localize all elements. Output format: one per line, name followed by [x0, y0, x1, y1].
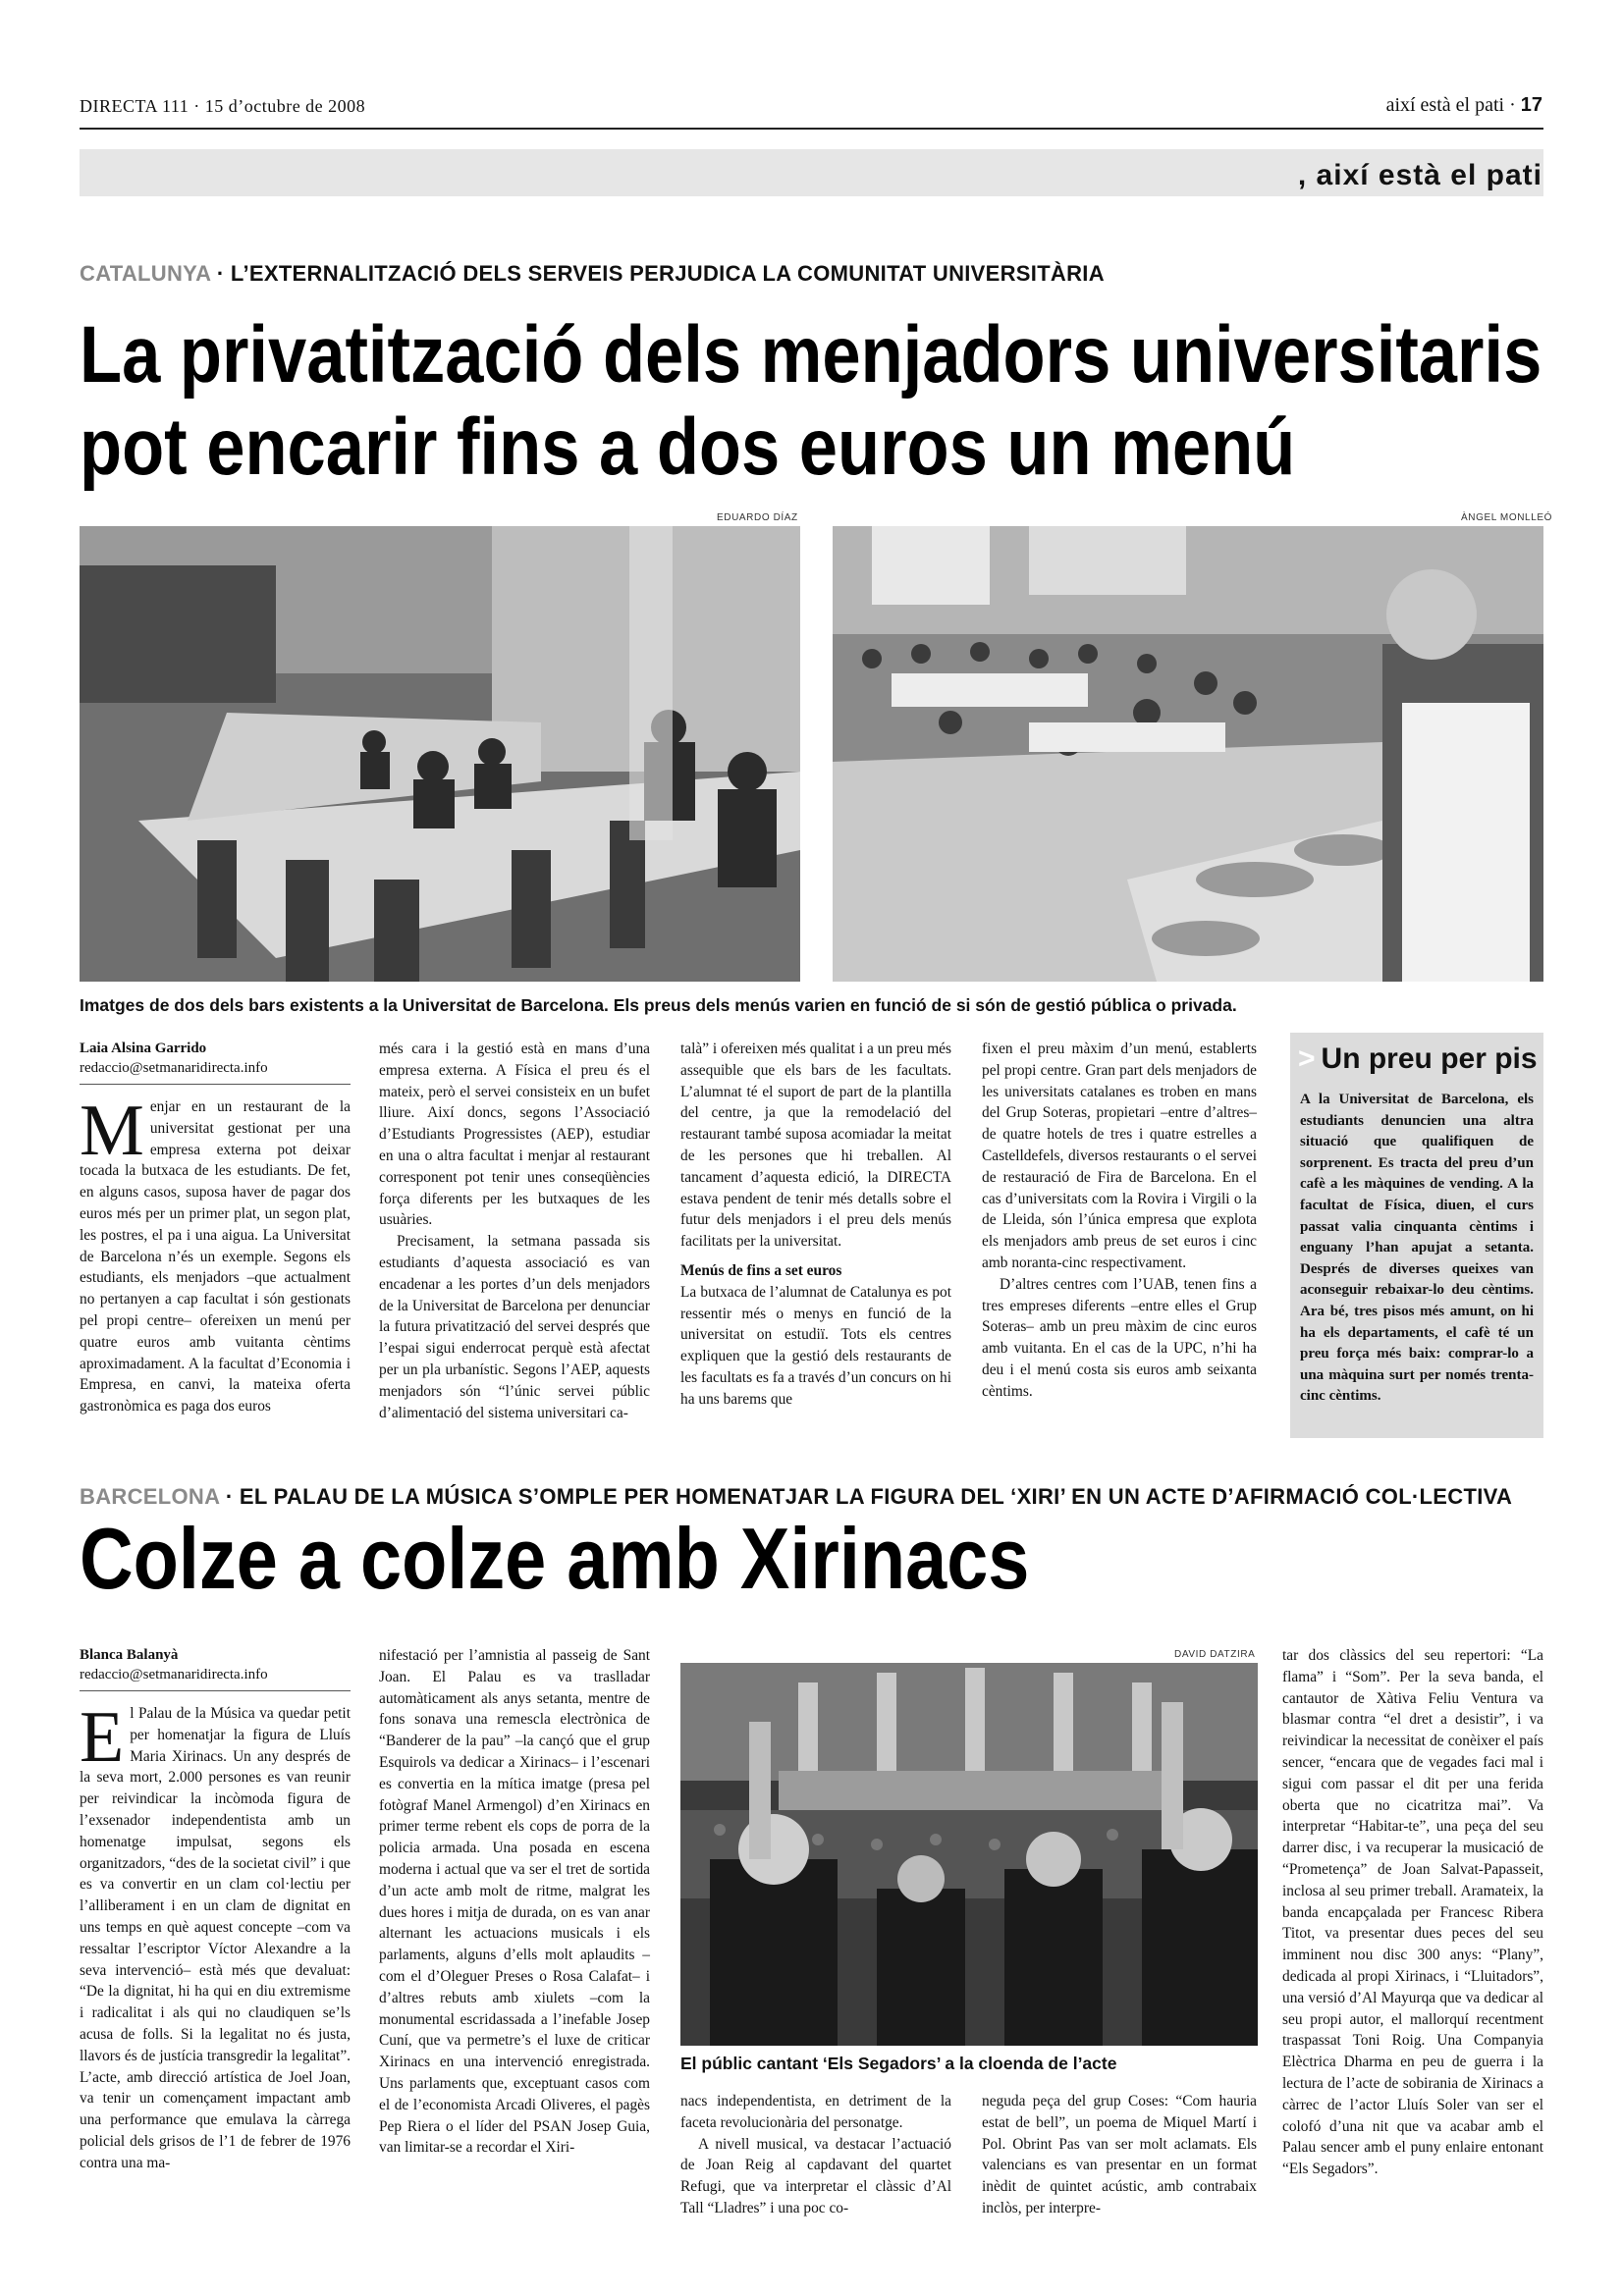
article1-col2-paragraph-2: Precisament, la setmana passada sis estudiants d’aquesta associació es van encadenar a les portes d’un dels menjadors de la Universitat de Barcelona per denunciar la futura privatització del servei després que l’espai sigui enderrocat perquè està afectat per un pla urbanístic. Segons l’AEP, aquests menjadors són “l’únic servei públic d’alimentació del sistema universitari ca-: [379, 1233, 650, 1421]
photo-buffet-service: [833, 526, 1543, 982]
article1-col3-paragraph-2: La butxaca de l’alumnat de Catalunya es pot ressentir més o menys en funció de la universitat on estudiï. Tots els centres expliquen que la gestió dels restaurants de les facultats es fa a través d’un concurs on hi ha uns barems que: [680, 1283, 951, 1408]
page-number: 17: [1520, 94, 1542, 116]
photo1-credit: EDUARDO DÍAZ: [717, 512, 798, 523]
sidebar-box-title-text: Un preu per pis: [1321, 1042, 1538, 1075]
article2-author: Blanca Balanyà: [80, 1647, 179, 1663]
article1-headline: [80, 309, 1542, 494]
section-title: , així està el pati: [1297, 159, 1542, 191]
article2-kicker-text: · EL PALAU DE LA MÚSICA S’OMPLE PER HOMENATJAR LA FIGURA DEL ‘XIRI’ EN UN ACTE D’AFIRMACIÓ COL·LECTIVA: [219, 1484, 1513, 1509]
article1-email[interactable]: redaccio@setmanaridirecta.info: [80, 1060, 268, 1076]
arrow-icon: >: [1298, 1042, 1316, 1075]
article1-col2-paragraph-1: més cara i la gestió està en mans d’una empresa externa. A Física el preu és el mateix, però el servei consisteix en un bufet lliure. Així doncs, segons l’Associació d’Estudiants Progressistes (AEP), estudiar en una o altra facultat i menjar al restaurant corresponent pot tenir unes conseqüències força diferents per les butxaques de les usuàries.: [379, 1041, 650, 1229]
article2-drop-cap: E: [80, 1697, 125, 1778]
article2-kicker: [80, 1484, 1512, 1510]
article2-caption: El públic cantant ‘Els Segadors’ a la cloenda de l’acte: [680, 2054, 1117, 2073]
photo2-credit: ÀNGEL MONLLEÓ: [1461, 512, 1553, 523]
photo-palau-musica-crowd: [680, 1663, 1258, 2046]
article2-column-3: [680, 2091, 951, 2219]
photo-cafeteria-students: [80, 526, 800, 982]
section-name: així està el pati: [1385, 94, 1505, 116]
article1-byline: [80, 1039, 351, 1078]
article1-caption: Imatges de dos dels bars existents a la Universitat de Barcelona. Els preus dels menús varien en funció de si són de gestió pública o privada.: [80, 995, 1237, 1015]
article1-kicker-text: · L’EXTERNALITZACIÓ DELS SERVEIS PERJUDICA LA COMUNITAT UNIVERSITÀRIA: [210, 261, 1105, 286]
issue-date: DIRECTA 111 · 15 d’octubre de 2008: [80, 96, 366, 116]
article1-headline-line2: pot encarir fins a dos euros un menú: [80, 402, 1296, 492]
article1-byline-rule: [80, 1084, 351, 1085]
article1-headline-line1: La privatització dels menjadors universitaris: [80, 310, 1542, 400]
article2-byline-rule: [80, 1690, 351, 1691]
article2-column-5: [1282, 1645, 1543, 2180]
article2-byline: [80, 1645, 351, 1684]
article1-column-2: [379, 1039, 650, 1423]
article2-col3-paragraph-2: A nivell musical, va destacar l’actuació de Joan Reig al capdavant del quartet Refugi, que va interpretar el clàssic d’Al Tall “Lladres” i una poc co-: [680, 2135, 951, 2216]
article2-col2-text: nifestació per l’amnistia al passeig de Sant Joan. El Palau es va traslladar automàticament als anys setanta, mentre de fons sonava una remescla electrònica de “Banderer de la pau” –la cançó que el grup Esquirols va dedicar a Xirinacs– i l’escenari es convertia en la mítica imatge (presa pel fotògraf Manel Armengol) d’en Xirinacs en primer terme rebent els cops de porra de la policia armada. Una posada en escena moderna i actual que va ser el tret de sortida d’un acte amb molt de ritme, malgrat les dues hores i mitja de durada, on es van anar alternant les actuacions musicals i els parlaments, alguns d’ells molt aplaudits –com el d’Oleguer Preses o Rosa Calafat– i d’altres rebuts amb xiulets –com la monumental escridassada a l’inefable Josep Cuní, que va permetre’s el luxe de criticar Xirinacs en una intervenció enregistrada. Uns parlaments que, exceptuant casos com el de l’economista Arcadi Oliveres, el pagès Pep Riera o el líder del PSAN Josep Guia, van limitar-se a recordar el Xiri-: [379, 1647, 650, 2157]
section-separator: ·: [1504, 94, 1521, 116]
article2-column-1: [80, 1645, 351, 2174]
sidebar-box: [1290, 1033, 1543, 1438]
section-page: [1386, 94, 1542, 117]
article1-subheading: Menús de fins a set euros: [680, 1261, 842, 1279]
article1-region: CATALUNYA: [80, 261, 211, 286]
article1-col1-text: enjar en un restaurant de la universitat gestionat per una empresa externa pot deixar tocada la butxaca de les estudiants. De fet, en alguns casos, suposa haver de pagar dos euros més per un primer plat, un segon plat, les postres, el pa i una aigua. La Universitat de Barcelona n’és un exemple. Segons els estudiants, els menjadors –que actualment no pertanyen a cap facultat i són gestionats pel propi centre– ofereixen un menú per quatre euros amb vuitanta cèntims aproximadament. A la facultat d’Economia i Empresa, en canvi, la mateixa oferta gastronòmica es paga dos euros: [80, 1098, 351, 1415]
article1-col4-paragraph-1: fixen el preu màxim d’un menú, establerts pel propi centre. Gran part dels menjadors de les universitats catalanes es troben en mans del Grup Soteras, propietari –entre d’altres– de quatre hotels de tres i quatre estrelles a Castelldefels, diversos restaurants o el servei de restauració de Fira de Barcelona. En el cas d’universitats com la Rovira i Virgili o la de Lleida, són l’única empresa que explota els menjadors amb preus de set euros i cinc amb noranta-cinc respectivament.: [982, 1041, 1257, 1271]
photo3-credit: DAVID DATZIRA: [1174, 1649, 1256, 1660]
article2-col4-text: neguda peça del grup Coses: “Com hauria estat de bell”, un poema de Miquel Martí i Pol. Obrint Pas van ser molt aclamats. Els valencians es van presentar en un format inèdit de quintet acústic, amb contrabaix inclòs, per interpre-: [982, 2093, 1257, 2216]
article2-headline: Colze a colze amb Xirinacs: [80, 1510, 1030, 1607]
article2-column-4: [982, 2091, 1257, 2219]
article1-col3-paragraph-1: talà” i ofereixen més qualitat i a un preu més assequible que els bars de les facultats. L’alumnat té el suport de part de la plantilla del centre, ja que la remodelació del restaurant també suposa acomiadar la meitat de les persones que hi treballen. Al tancament d’aquesta edició, la DIRECTA estava pendent de tenir més detalls sobre el futur dels menjadors i el preu dels menús facilitats per la universitat.: [680, 1041, 951, 1251]
article1-drop-cap: M: [80, 1091, 144, 1171]
article1-column-1: [80, 1039, 351, 1417]
article2-col1-text: l Palau de la Música va quedar petit per homenatjar la figura de Lluís Maria Xirinacs. Un any després de la seva mort, 2.000 persones es van reunir per reivindicar la incòmoda figura de l’exsenador independentista amb un homenatge impulsat, segons els organitzadors, “des de la societat civil” i que es va convertir en un clam col·lectiu per l’alliberament i en un clam de dignitat en uns temps en què aquest concepte –com va ressaltar l’escriptor Víctor Alexandre a la seva intervenció– està més que devaluat: “De la dignitat, hi ha qui en diu extremisme i radicalitat i als qui no claudiquen se’ls acusa de folls. Si la legalitat no és justa, llavors és de justícia transgredir la legalitat”. L’acte, amb direcció artística de Joel Joan, va tenir un començament impactant amb una performance que emulava la càrrega policial dels grisos de l’1 de febrer de 1976 contra una ma-: [80, 1705, 351, 2171]
article1-column-4: [982, 1039, 1257, 1403]
article2-email[interactable]: redaccio@setmanaridirecta.info: [80, 1667, 268, 1682]
article2-col5-text: tar dos clàssics del seu repertori: “La flama” i “Som”. Per la seva banda, el cantautor de Xàtiva Feliu Ventura va blasmar contra “el dret a desistir”, i va reivindicar la necessitat de conèixer el país sencer, “encara que de vegades faci mal i sigui com passar el dit per una ferida oberta que no cicatritza mai”. Va interpretar “Habitar-te”, una peça del seu darrer disc, i va recuperar la musicació de “Prometença” de Joan Salvat-Papasseit, inclosa al seu primer treball. Aramateix, la banda encapçalada per Francesc Ribera Titot, va presentar dues peces del seu imminent nou disc 300 anys: “Plany”, dedicada al propi Xirinacs, i “Lluitadors”, una versió d’Al Mayurqa que va dedicar al seu propi autor, el mallorquí recentment traspassat Toni Roig. Una Companyia Elèctrica Dharma en peu de guerra i la lectura de l’acte de sobirania de Xirinacs a càrrec de l’actor Lluís Soler van ser el colofó d’una nit que va acabar amb el Palau sencer amb el puny enlaire entonant “Els Segadors”.: [1282, 1647, 1543, 2178]
article2-column-2: [379, 1645, 650, 2159]
article1-author: Laia Alsina Garrido: [80, 1041, 207, 1056]
sidebar-box-text: A la Universitat de Barcelona, els estudiants denuncien una altra situació que qualifiquen de sorprenent. Es tracta del preu d’un cafè a les màquines de vending. A la facultat de Física, diuen, el curs passat valia cinquanta cèntims i enguany l’han apujat a setanta. Després de diverses queixes van aconseguir rebaixar-lo deu cèntims. Ara bé, tres pisos més amunt, on hi ha els departaments, el cafè té un preu força més baix: comprar-lo a una màquina surt per només trenta-cinc cèntims.: [1300, 1092, 1534, 1405]
article2-col3-paragraph-1: nacs independentista, en detriment de la faceta revolucionària del personatge.: [680, 2093, 951, 2131]
header-rule: [80, 128, 1543, 130]
article2-region: BARCELONA: [80, 1484, 220, 1509]
article1-col4-paragraph-2: D’altres centres com l’UAB, tenen fins a tres empreses diferents –entre elles el Grup Soteras– amb un preu màxim de cinc euros amb vuitanta. En el cas de la UPC, n’hi ha deu i el menú costa sis euros amb seixanta cèntims.: [982, 1275, 1257, 1400]
sidebar-box-title: [1298, 1042, 1543, 1076]
article1-kicker: [80, 261, 1105, 287]
article1-column-3: [680, 1039, 951, 1411]
